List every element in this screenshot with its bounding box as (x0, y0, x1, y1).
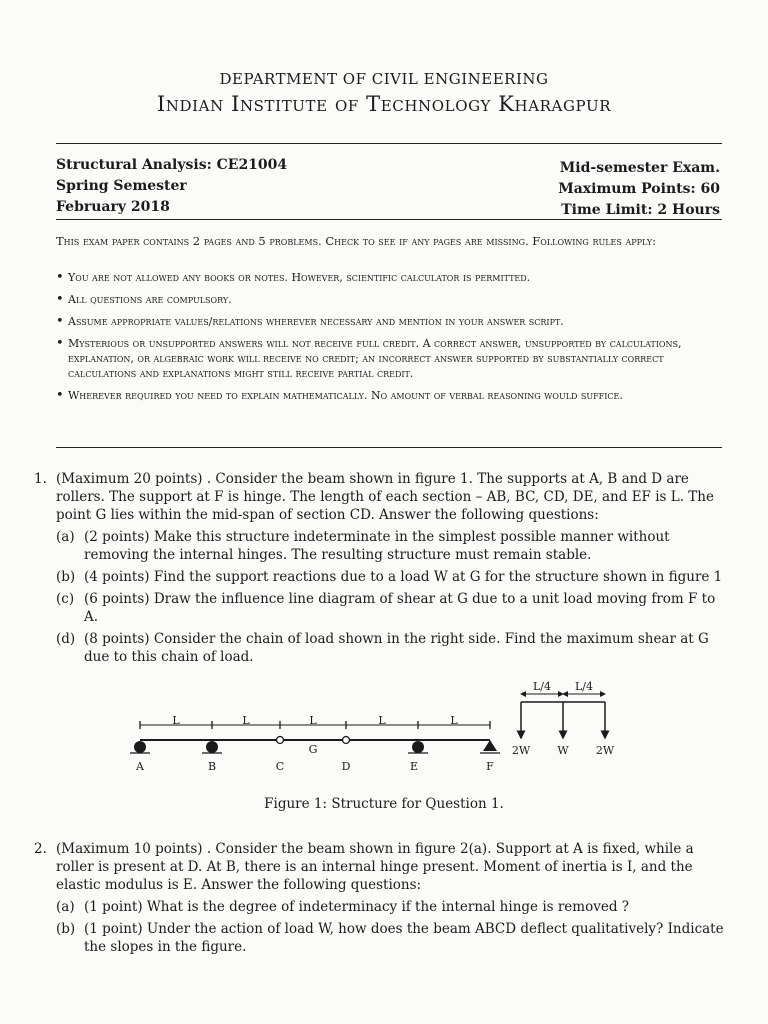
question-part (56, 590, 728, 626)
roller-support-e (408, 741, 428, 753)
course-info (56, 155, 287, 218)
rule-item: • Assume appropriate values/relations wherever necessary and mention in your answer script. (56, 314, 728, 329)
hinge-support-f (480, 740, 500, 753)
load-label: W (557, 744, 569, 757)
header-divider (56, 219, 722, 220)
department-name: DEPARTMENT OF CIVIL ENGINEERING (219, 70, 549, 88)
rule-item: • Mysterious or unsupported answers will not receive full credit. A correct answer, unsupported by calculations, explanation, or algebraic work will receive no credit; an incorrect answer supported by substantially correct calculations and explanations might still receive partial credit. (56, 336, 728, 381)
part-label: (a) (56, 529, 75, 545)
instructions-intro: This exam paper contains 2 pages and 5 problems. Check to see if any pages are missing. Following rules apply: (56, 234, 656, 248)
span-label: L (172, 714, 180, 727)
top-divider (56, 143, 722, 144)
roller-support-a (130, 741, 150, 753)
internal-hinge-c (277, 737, 284, 744)
point-label-a: A (136, 760, 144, 773)
exam-date: February 2018 (56, 199, 170, 215)
rule-item: • All questions are compulsory. (56, 292, 728, 307)
point-label-f: F (486, 760, 494, 773)
span-label: L (309, 714, 317, 727)
point-label-b: B (207, 760, 217, 773)
part-text: (4 points) Find the support reactions due to a load W at G for the structure shown in figure 1 (84, 569, 723, 585)
exam-type: Mid-semester Exam. (559, 160, 720, 176)
exam-info (558, 158, 720, 221)
figure-caption: Figure 1: Structure for Question 1. (264, 796, 504, 812)
part-text: (1 point) What is the degree of indeterminacy if the internal hinge is removed ? (84, 899, 630, 915)
part-text: (1 point) Under the action of load W, how does the beam ABCD deflect qualitatively? Indicate the slopes in the figure. (84, 921, 724, 955)
question-text: (Maximum 10 points) . Consider the beam shown in figure 2(a). Support at A is fixed, while a roller is present at D. At B, there is an internal hinge present. Moment of inertia is I, and the elastic modulus is E. Answer the following questions: (56, 841, 694, 893)
question-1 (34, 470, 728, 666)
span-label: L (378, 714, 386, 727)
point-label-c: C (275, 760, 285, 773)
institute-name: Indian Institute of Technology Kharagpur (156, 92, 612, 116)
question-text: (Maximum 20 points) . Consider the beam shown in figure 1. The supports at A, B and D are rollers. The support at F is hinge. The length of each section – AB, BC, CD, DE, and EF is L. The point G lies within the mid-span of section CD. Answer the following questions: (56, 471, 714, 523)
part-label: (b) (56, 921, 76, 937)
load-spacing-label: L/4 (532, 680, 552, 693)
point-label-e: E (409, 760, 419, 773)
question-part (56, 920, 728, 956)
semester: Spring Semester (56, 178, 187, 194)
part-label: (d) (56, 631, 76, 647)
rule-item: • Wherever required you need to explain mathematically. No amount of verbal reasoning would suffice. (56, 388, 728, 403)
span-label: L (242, 714, 250, 727)
question-number: 2. (34, 841, 47, 857)
question-part (56, 528, 728, 564)
part-text: (2 points) Make this structure indeterminate in the simplest possible manner without removing the internal hinges. The resulting structure must remain stable. (84, 529, 670, 563)
part-label: (b) (56, 569, 76, 585)
rule-item: • You are not allowed any books or notes. However, scientific calculator is permitted. (56, 270, 728, 285)
time-limit: Time Limit: 2 Hours (561, 202, 720, 218)
figure-1-beam (0, 672, 768, 782)
load-label: 2W (595, 744, 615, 757)
question-part (56, 568, 728, 586)
question-part (56, 630, 728, 666)
load-label: 2W (511, 744, 531, 757)
course-title: Structural Analysis: CE21004 (56, 157, 288, 173)
part-text: (6 points) Draw the influence line diagram of shear at G due to a unit load moving from F to A. (84, 591, 716, 625)
point-label-d: D (341, 760, 351, 773)
part-label: (a) (56, 899, 75, 915)
load-chain (512, 680, 615, 757)
internal-hinge-d (343, 737, 350, 744)
instructions-divider (56, 447, 722, 448)
load-spacing-label: L/4 (574, 680, 594, 693)
point-label-g: G (308, 743, 318, 756)
roller-support-b (202, 741, 222, 753)
question-2 (34, 840, 728, 956)
question-number: 1. (34, 471, 47, 487)
part-label: (c) (56, 591, 75, 607)
max-points: Maximum Points: 60 (558, 181, 720, 197)
span-label: L (450, 714, 458, 727)
rules-list (56, 270, 728, 410)
part-text: (8 points) Consider the chain of load shown in the right side. Find the maximum shear at G due to this chain of load. (84, 631, 709, 665)
question-part (56, 898, 728, 916)
